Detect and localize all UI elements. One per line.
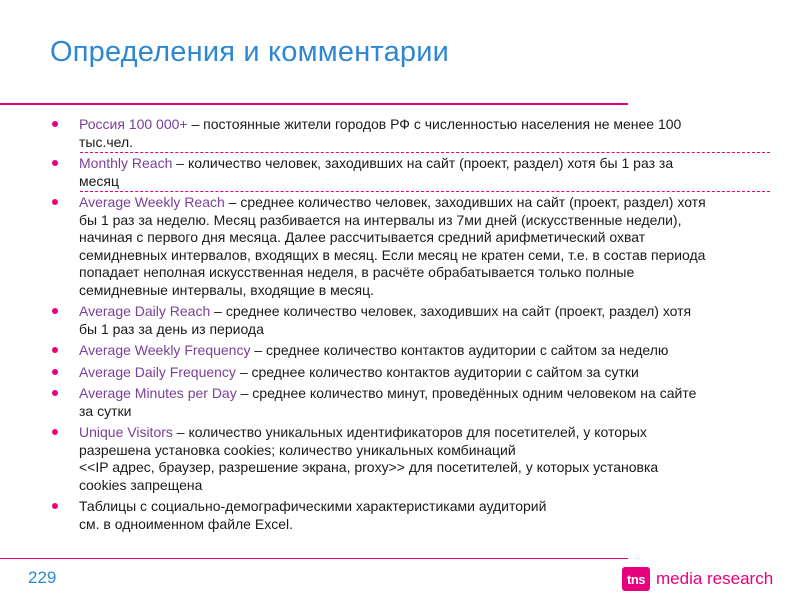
- definition-text: – количество уникальных идентификаторов для посетителей, у которых: [172, 424, 647, 440]
- definition-term: Average Weekly Frequency: [79, 342, 251, 358]
- definition-text: семидневные интервалы, входящие в месяц.: [79, 281, 375, 298]
- bullet-icon: [52, 429, 58, 435]
- definition-item: [52, 498, 772, 533]
- bullet-icon: [52, 390, 58, 396]
- bullet-icon: [52, 369, 58, 375]
- definition-item: [52, 194, 772, 299]
- definition-text: <<IP адрес, браузер, разрешение экрана, proxy>> для посетителей, у которых установка: [79, 459, 659, 475]
- definition-item: [52, 155, 772, 190]
- definition-text: – постоянные жители городов РФ с численностью населения не менее 100: [187, 116, 682, 132]
- definition-term: Average Minutes per Day: [79, 385, 237, 401]
- definition-text: бы 1 раз за неделю. Месяц разбивается на интервалы из 7ми дней (искусственные недели),: [79, 211, 682, 228]
- slide-title: Определения и комментарии: [50, 36, 450, 68]
- definition-text: cookies запрещена: [79, 476, 203, 493]
- definition-text: – среднее количество минут, проведённых одним человеком на сайте: [236, 385, 697, 401]
- tns-logo-text: media research: [656, 569, 774, 588]
- definition-text: за сутки: [79, 402, 132, 419]
- definition-item: [52, 303, 772, 338]
- definition-item: [52, 116, 772, 151]
- bullet-icon: [52, 199, 58, 205]
- definition-item: [52, 342, 772, 360]
- definition-text: попадает неполная искусственная неделя, в расчёте обрабатывается только полные: [79, 264, 635, 280]
- footer-divider: [0, 558, 628, 559]
- definition-text: – количество человек, заходивших на сайт (проект, раздел) хотя бы 1 раз за: [172, 155, 674, 171]
- definition-text: семидневных интервалов, входящих в месяц. Если месяц не кратен семи, т.е. в состав периода: [79, 246, 706, 263]
- bullet-icon: [52, 503, 58, 509]
- bullet-icon: [52, 160, 58, 166]
- page-number: 229: [28, 568, 57, 587]
- definition-item: [52, 385, 772, 420]
- definition-text: Таблицы с социально-демографическими характеристиками аудиторий: [79, 498, 547, 514]
- tns-logo: [622, 564, 773, 594]
- definition-text: бы 1 раз за день из периода: [79, 320, 264, 337]
- definition-text: разрешена установка cookies; количество уникальных комбинаций: [79, 441, 516, 458]
- title-divider: [0, 103, 628, 105]
- definition-term: Monthly Reach: [79, 155, 173, 171]
- definition-item: [52, 364, 772, 382]
- definition-text: месяц: [79, 172, 120, 189]
- definition-term: Average Daily Frequency: [79, 363, 236, 380]
- definition-text: см. в одноименном файле Excel.: [79, 515, 293, 532]
- definition-text: – среднее количество человек, заходивших на сайт (проект, раздел) хотя: [224, 194, 706, 210]
- definitions-list: [52, 116, 772, 537]
- definition-text: – среднее количество контактов аудитории с сайтом за сутки: [235, 363, 639, 380]
- tns-logo-mark: tns: [622, 567, 650, 591]
- definition-text: тыс.чел.: [79, 133, 134, 150]
- definition-term: Unique Visitors: [79, 424, 173, 440]
- bullet-icon: [52, 347, 58, 353]
- definition-item: [52, 424, 772, 494]
- definition-text: – среднее количество контактов аудитории с сайтом за неделю: [250, 342, 669, 358]
- bullet-icon: [52, 121, 58, 127]
- bullet-icon: [52, 308, 58, 314]
- definition-term: Average Daily Reach: [79, 303, 211, 319]
- definition-text: начиная с первого дня месяца. Далее рассчитывается средний арифметический охват: [79, 229, 646, 245]
- definition-text: – среднее количество человек, заходивших на сайт (проект, раздел) хотя: [210, 303, 692, 319]
- definition-term: Россия 100 000+: [79, 116, 188, 132]
- definition-term: Average Weekly Reach: [79, 194, 225, 210]
